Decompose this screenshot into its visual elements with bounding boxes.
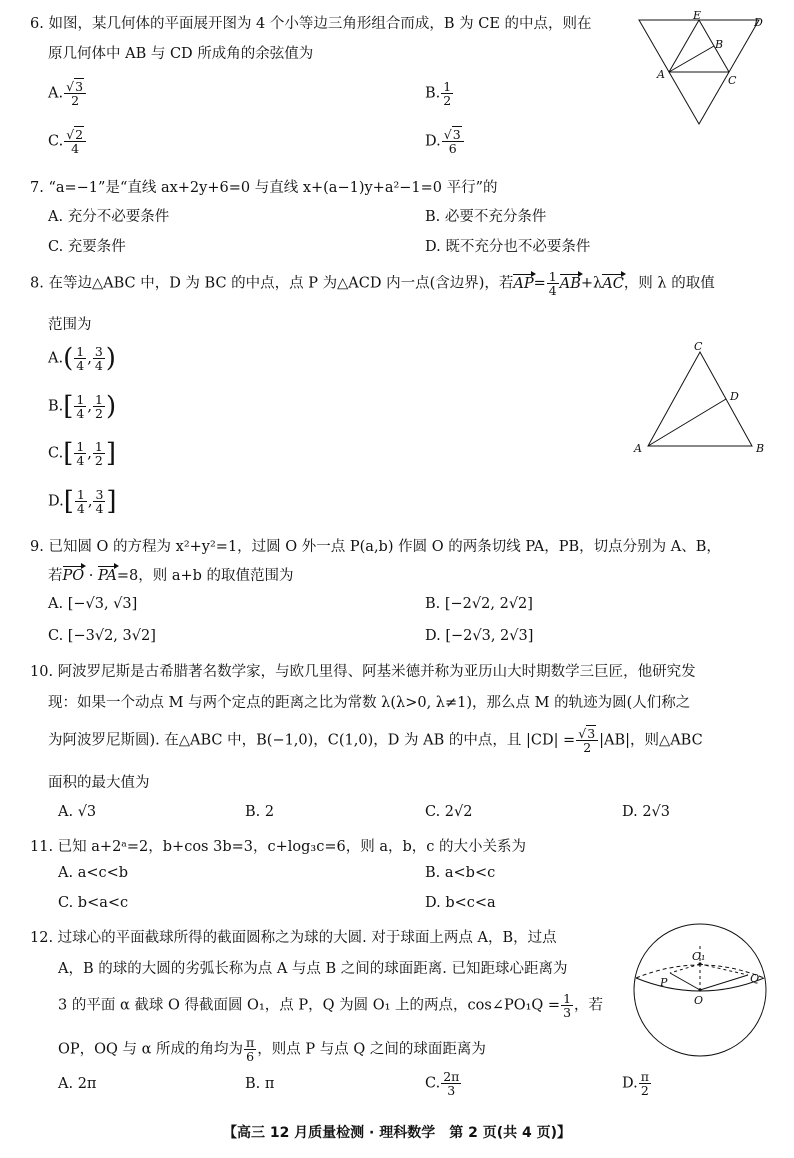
q8-fig-label-b: B (756, 442, 765, 455)
q6-fig-label-b: B (715, 38, 724, 51)
q12-figure (630, 918, 770, 1060)
q10-option-b: B. 2 (245, 804, 275, 820)
q8-fig-label-a: A (634, 442, 642, 455)
q8-fig-label-d: D (730, 390, 739, 403)
q12-stem-line1: 12. 过球心的平面截球所得的截面圆称之为球的大圆. 对于球面上两点 A，B，过点 (30, 930, 557, 946)
page-footer: 【高三 12 月质量检测 · 理科数学 第 2 页(共 4 页)】 (222, 1125, 572, 1141)
q8-stem-line2: 范围为 (48, 317, 92, 333)
q12-option-a: A. 2π (58, 1076, 97, 1092)
q10-stem-line1: 10. 阿波罗尼斯是古希腊著名数学家，与欧几里得、阿基米德并称为亚历山大时期数学三巨匠，他研究发 (30, 664, 696, 680)
q12-option-b: B. π (245, 1076, 275, 1092)
q8-figure (630, 338, 770, 458)
q12-fig-label-p: P (660, 976, 668, 989)
q6-option-a: A. $\frac{√3}{2}$ (48, 80, 87, 107)
q11-option-a: A. a<c<b (58, 865, 129, 881)
q12-stem-line3: 3 的平面 α 截球 O 得截面圆 O₁，点 P，Q 为圆 O₁ 上的两点，cos∠PO₁Q = $\frac{1}{3}$ ，若 (58, 991, 604, 1020)
q7-option-d: D. 既不充分也不必要条件 (425, 239, 591, 255)
q8-option-d: D.[ $\frac{1}{4}$ , $\frac{3}{4}$ ] (48, 486, 117, 517)
q8-option-c: C.[ $\frac{1}{4}$ , $\frac{1}{2}$ ] (48, 438, 117, 469)
q12-fig-label-o: O (694, 994, 704, 1007)
q10-option-d: D. 2√3 (622, 804, 671, 820)
q12-option-c: C. $\frac{2\pi}{3}$ (425, 1069, 460, 1098)
q6-figure (635, 10, 770, 126)
q6-option-c: C. $\frac{√2}{4}$ (48, 128, 87, 155)
q9-option-c: C. [−3√2, 3√2] (48, 628, 156, 644)
q9-option-b: B. [−2√2, 2√2] (425, 596, 533, 612)
q12-stem-line4: OP，OQ 与 α 所成的角均为 $\frac{\pi}{6}$ ，则点 P 与点 Q 之间的球面距离为 (58, 1035, 486, 1064)
q11-option-b: B. a<b<c (425, 865, 496, 881)
q10-stem-line2: 现：如果一个动点 M 与两个定点的距离之比为常数 λ(λ>0, λ≠1)，那么点 M 的轨迹为圆(人们称之 (48, 695, 691, 711)
q8-stem-line1: 8. 在等边△ABC 中，D 为 BC 的中点，点 P 为△ACD 内一点(含边界)，若AP= $\frac{1}{4}$ AB+λAC，则 λ 的取值 (30, 269, 715, 298)
q6-stem-line2: 原几何体中 AB 与 CD 所成角的余弦值为 (48, 46, 314, 62)
q12-stem-line2: A，B 的球的大圆的劣弧长称为点 A 与点 B 之间的球面距离. 已知距球心距离为 (58, 961, 568, 977)
q7-option-a: A. 充分不必要条件 (48, 209, 170, 225)
q12-fig-label-o1: O₁ (692, 950, 706, 963)
q9-option-a: A. [−√3, √3] (48, 596, 138, 612)
q6-fig-label-d: D (754, 16, 763, 29)
q6-option-b: B. $\frac{1}{2}$ (425, 79, 452, 108)
q8-option-b: B.[ $\frac{1}{4}$ , $\frac{1}{2}$ ) (48, 391, 117, 422)
q6-option-d: D. $\frac{√3}{6}$ (425, 128, 465, 155)
q9-option-d: D. [−2√3, 2√3] (425, 628, 534, 644)
q12-option-d: D. $\frac{\pi}{2}$ (622, 1069, 649, 1098)
q11-stem: 11. 已知 a+2ᵃ=2，b+cos 3b=3，c+log₃c=6，则 a，b，c 的大小关系为 (30, 839, 526, 855)
q10-stem-line4: 面积的最大值为 (48, 775, 150, 791)
q10-stem-line3: 为阿波罗尼斯圆). 在△ABC 中，B(−1,0)，C(1,0)，D 为 AB 的中点，且 |CD| = $\frac{√3}{2}$ |AB|，则△ABC (48, 726, 703, 755)
q7-option-c: C. 充要条件 (48, 239, 126, 255)
q8-option-a: A.( $\frac{1}{4}$ , $\frac{3}{4}$ ) (48, 343, 116, 374)
q11-option-c: C. b<a<c (58, 895, 129, 911)
q7-stem: 7. “a=−1”是“直线 ax+2y+6=0 与直线 x+(a−1)y+a²−1=0 平行”的 (30, 180, 498, 196)
q9-stem-line2: 若PO · PA=8，则 a+b 的取值范围为 (48, 568, 294, 584)
q6-stem-line1: 6. 如图，某几何体的平面展开图为 4 个小等边三角形组合而成，B 为 CE 的中点，则在 (30, 16, 592, 32)
q6-fig-label-c: C (728, 74, 737, 87)
q7-option-b: B. 必要不充分条件 (425, 209, 547, 225)
q12-fig-label-q: Q (750, 972, 760, 985)
q11-option-d: D. b<c<a (425, 895, 496, 911)
q9-stem-line1: 9. 已知圆 O 的方程为 x²+y²=1，过圆 O 外一点 P(a,b) 作圆 O 的两条切线 PA，PB，切点分别为 A、B， (30, 539, 721, 555)
q10-option-c: C. 2√2 (425, 804, 473, 820)
q10-option-a: A. √3 (58, 804, 97, 820)
q6-fig-label-a: A (657, 68, 665, 81)
q8-fig-label-c: C (694, 340, 703, 353)
q6-fig-label-e: E (693, 10, 702, 22)
